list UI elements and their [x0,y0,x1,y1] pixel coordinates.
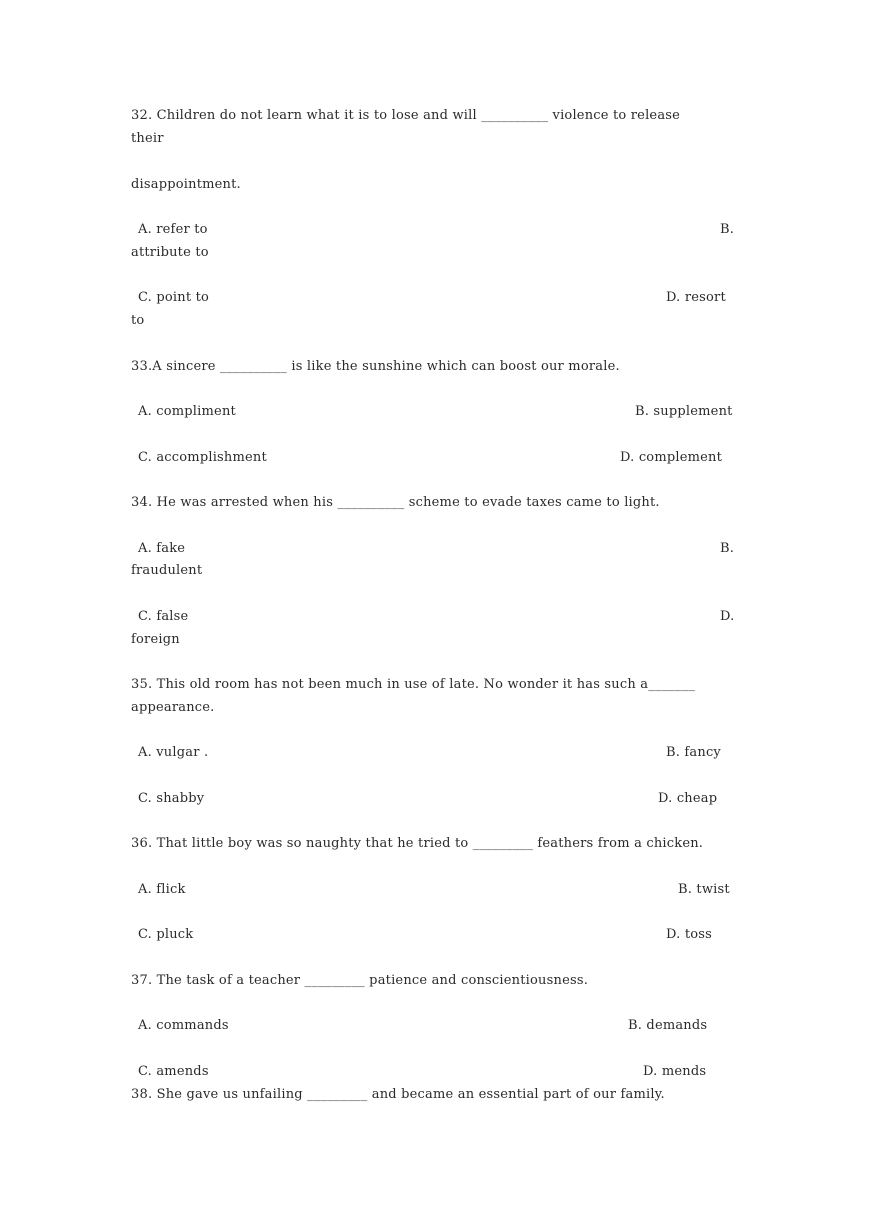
question-34-option-d-label: D. [720,609,735,624]
question-37-stem: 37. The task of a teacher _________ patience and conscientiousness. [131,973,589,988]
question-34-option-d-text: foreign [131,632,180,647]
question-32-option-d-label: D. resort [666,290,726,305]
question-33-option-d: D. complement [620,450,723,465]
question-33-option-b: B. supplement [635,404,733,419]
question-38-stem: 38. She gave us unfailing _________ and became an essential part of our family. [131,1087,665,1102]
question-33-option-c: C. accomplishment [138,450,267,465]
question-32-option-d-text: to [131,313,145,328]
question-35-option-b: B. fancy [666,745,721,760]
question-32-stem-line1: 32. Children do not learn what it is to lose and will __________ violence to release [131,108,681,123]
question-34-option-a: A. fake [138,541,186,556]
question-32-option-b-label: B. [720,222,735,237]
question-32-option-c: C. point to [138,290,210,305]
question-36-option-c: C. pluck [138,927,194,942]
question-32-option-b-text: attribute to [131,245,209,260]
question-33-option-a: A. compliment [138,404,236,419]
question-37-option-d: D. mends [643,1064,707,1079]
question-35-option-d: D. cheap [658,791,718,806]
question-34-option-c: C. false [138,609,189,624]
question-33-stem: 33.A sincere __________ is like the sunshine which can boost our morale. [131,359,620,374]
question-32-stem-line3: disappointment. [131,177,241,192]
question-37-option-b: B. demands [628,1018,708,1033]
question-36-option-d: D. toss [666,927,713,942]
question-37-option-c: C. amends [138,1064,209,1079]
question-35-option-c: C. shabby [138,791,205,806]
question-36-option-a: A. flick [138,882,186,897]
question-32-option-a: A. refer to [138,222,208,237]
question-32-stem-line2: their [131,131,164,146]
question-35-option-a: A. vulgar . [138,745,209,760]
question-36-stem: 36. That little boy was so naughty that he tried to _________ feathers from a chicken. [131,836,704,851]
question-34-option-b-text: fraudulent [131,563,203,578]
question-35-stem-line1: 35. This old room has not been much in use of late. No wonder it has such a_______ [131,677,696,692]
question-35-stem-line2: appearance. [131,700,215,715]
question-36-option-b: B. twist [678,882,730,897]
question-34-option-b-label: B. [720,541,735,556]
question-34-stem: 34. He was arrested when his __________ scheme to evade taxes came to light. [131,495,660,510]
question-37-option-a: A. commands [138,1018,229,1033]
